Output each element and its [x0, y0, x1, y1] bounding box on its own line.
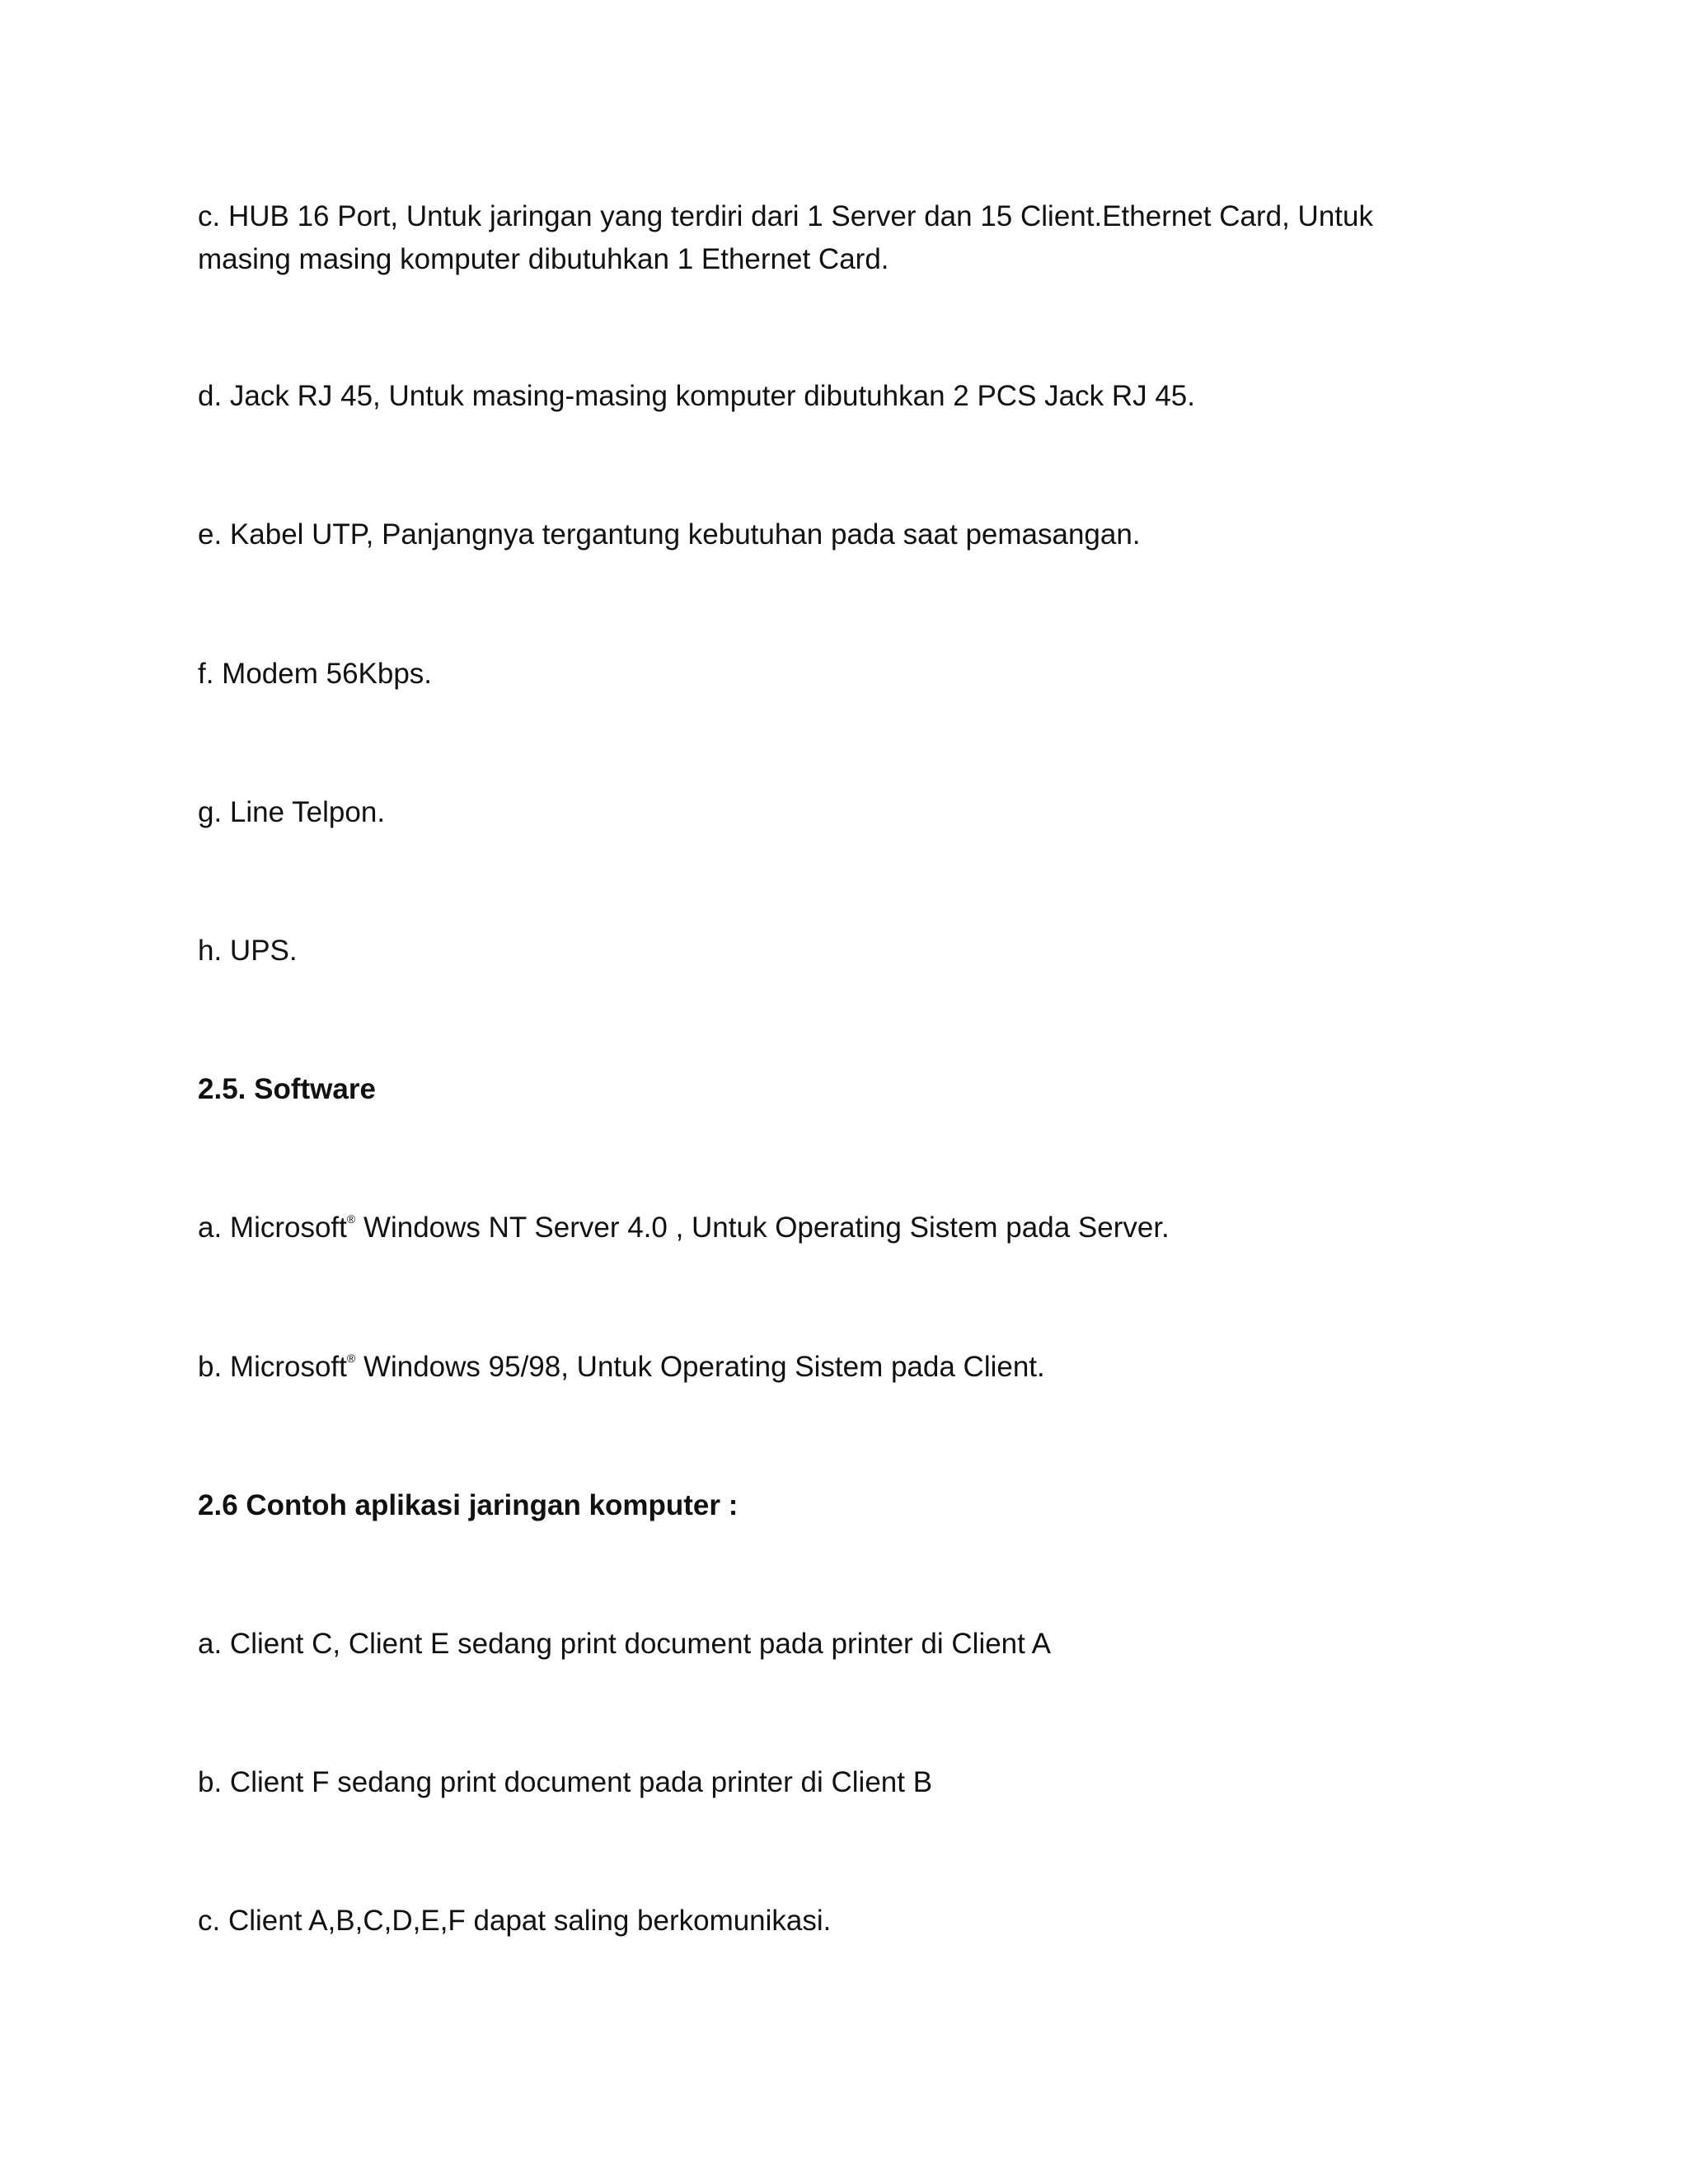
software-item-server-os-suffix: Windows NT Server 4.0 , Untuk Operating Sistem pada Server.	[355, 1212, 1170, 1244]
example-item-c: c. Client A,B,C,D,E,F dapat saling berkomunikasi.	[198, 1905, 832, 1937]
software-item-client-os-suffix: Windows 95/98, Untuk Operating Sistem pada Client.	[355, 1351, 1045, 1383]
hardware-item-phone-line: g. Line Telpon.	[198, 796, 386, 828]
example-item-b: b. Client F sedang print document pada printer di Client B	[198, 1766, 933, 1798]
software-heading: 2.5. Software	[198, 1073, 376, 1105]
hardware-item-cable: e. Kabel UTP, Panjangnya tergantung kebutuhan pada saat pemasangan.	[198, 518, 1141, 551]
registered-mark: ®	[346, 1352, 356, 1366]
hardware-item-jack: d. Jack RJ 45, Untuk masing-masing komputer dibutuhkan 2 PCS Jack RJ 45.	[198, 380, 1195, 412]
hardware-item-hub: c. HUB 16 Port, Untuk jaringan yang terdiri dari 1 Server dan 15 Client.Ethernet Card, Untuk masing masing komputer dibutuhkan 1 Ethernet Card.	[198, 200, 1373, 275]
hardware-item-ups: h. UPS.	[198, 935, 298, 967]
software-item-server-os	[198, 1207, 1451, 1249]
example-heading: 2.6 Contoh aplikasi jaringan komputer :	[198, 1489, 738, 1521]
software-item-server-os-prefix: a. Microsoft	[198, 1212, 347, 1244]
software-item-client-os	[198, 1346, 1451, 1389]
example-item-a: a. Client C, Client E sedang print document pada printer di Client A	[198, 1628, 1052, 1660]
software-item-client-os-prefix: b. Microsoft	[198, 1351, 347, 1383]
registered-mark: ®	[346, 1212, 356, 1226]
hardware-item-modem: f. Modem 56Kbps.	[198, 658, 433, 690]
